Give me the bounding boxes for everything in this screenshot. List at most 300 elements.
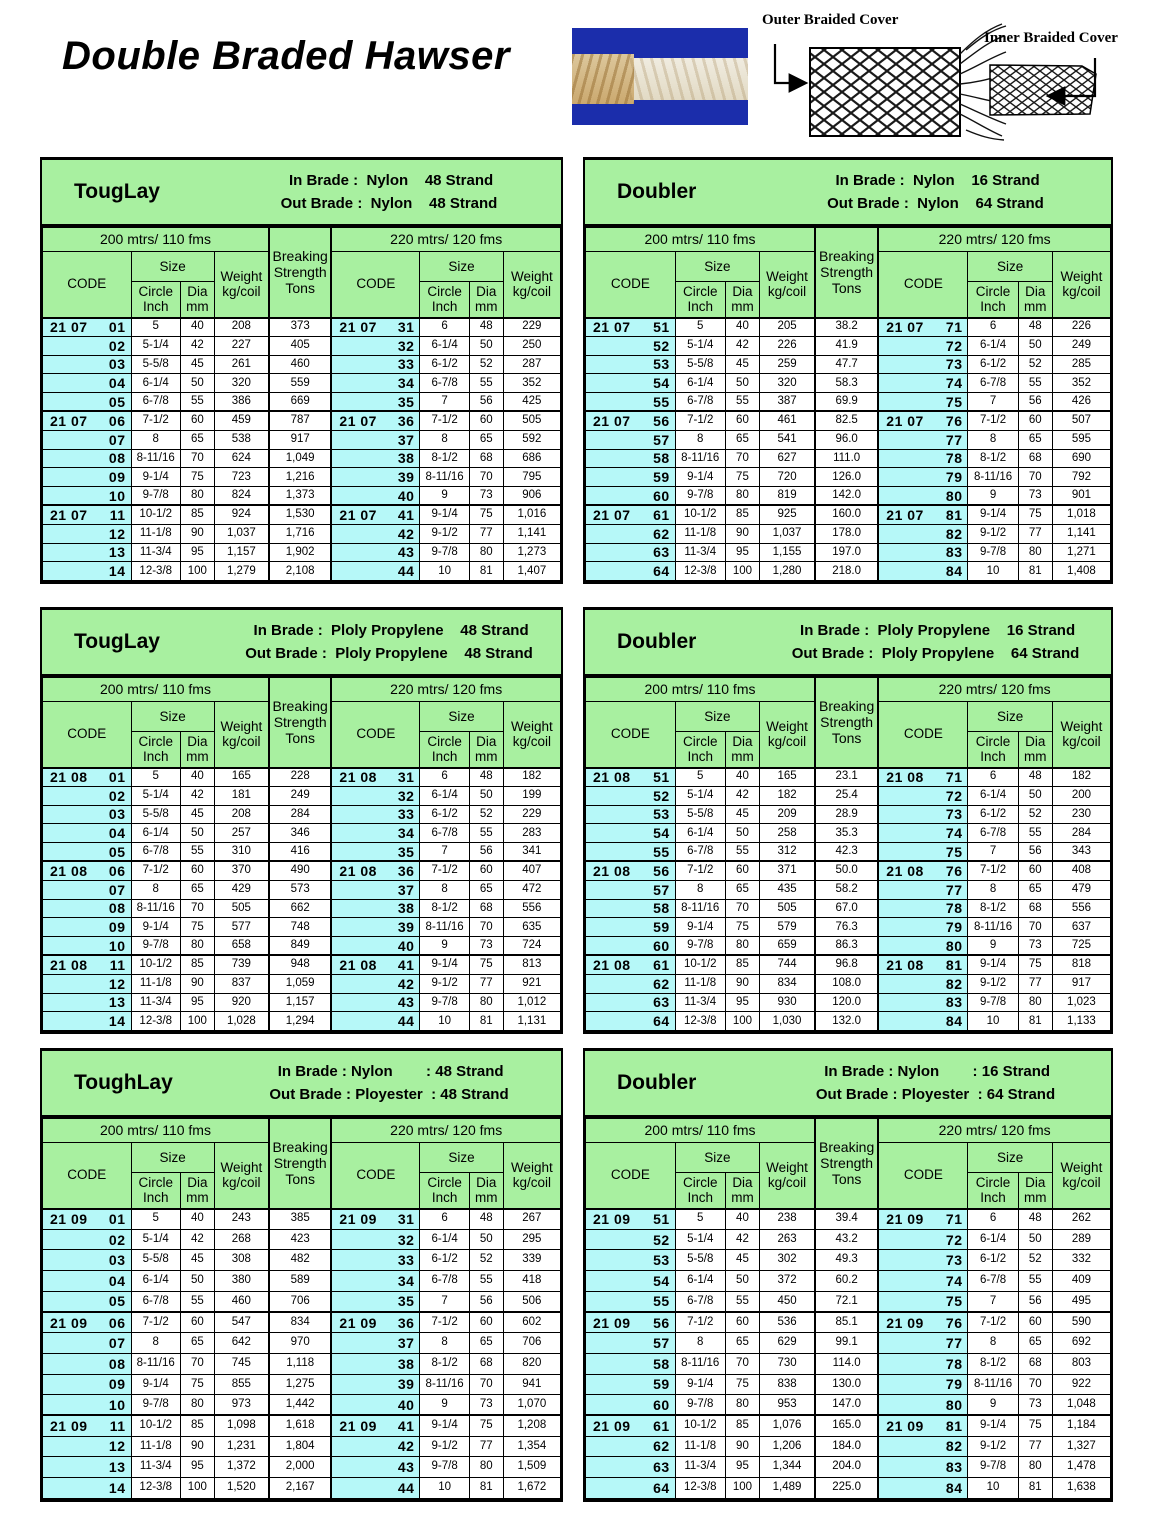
- circle-inch-cell: 9-7/8: [968, 543, 1018, 562]
- dia-mm-cell: 77: [1018, 524, 1052, 543]
- dia-mm-cell: 75: [725, 918, 759, 937]
- weight-cell: 285: [1052, 355, 1110, 374]
- dia-mm-cell: 50: [180, 1271, 214, 1292]
- table-row: [43, 543, 561, 562]
- code-prefix: 21 09: [886, 1417, 924, 1434]
- dia-mm-cell: 85: [180, 505, 214, 524]
- table-row: [586, 899, 1111, 918]
- code-header: CODE: [331, 702, 420, 768]
- dia-mm-cell: 70: [469, 918, 503, 937]
- weight-cell: 320: [214, 374, 269, 393]
- code-prefix: 21 08: [593, 863, 631, 880]
- code-suffix: 41: [397, 1417, 415, 1434]
- weight-cell: 205: [760, 318, 815, 337]
- spec-grid: [42, 677, 561, 1031]
- weight-cell: 409: [1052, 1271, 1110, 1292]
- weight-cell: 506: [503, 1291, 560, 1312]
- dia-mm-cell: 90: [180, 974, 214, 993]
- dia-mm-cell: 60: [180, 861, 214, 880]
- weight-cell: 461: [760, 411, 815, 430]
- circle-inch-cell: 8-1/2: [968, 449, 1018, 468]
- code-suffix: 75: [945, 843, 963, 860]
- breaking-strength-cell: 482: [269, 1250, 331, 1271]
- code-suffix: 04: [108, 375, 126, 392]
- weight-cell: 1,344: [760, 1457, 815, 1478]
- code-suffix: 62: [653, 525, 670, 542]
- code-prefix: 21 09: [339, 1211, 377, 1228]
- weight-cell: 795: [503, 468, 560, 487]
- weight-header: Weight kg/coil: [760, 702, 815, 768]
- table-row: [586, 1312, 1111, 1333]
- code-suffix: 06: [108, 413, 126, 430]
- code-cell: [878, 955, 968, 974]
- out-brade-line: Out Brade : Ployester : 48 Strand: [269, 1086, 509, 1103]
- code-cell: [878, 449, 968, 468]
- weight-cell: 855: [214, 1374, 269, 1395]
- circle-inch-cell: 7: [968, 843, 1018, 862]
- code-prefix: 21 08: [593, 957, 631, 974]
- code-suffix: 07: [108, 881, 126, 898]
- weight-cell: 495: [1052, 1291, 1110, 1312]
- size-header: Size: [968, 1143, 1052, 1173]
- dia-mm-cell: 70: [725, 449, 759, 468]
- circle-inch-cell: 8: [968, 880, 1018, 899]
- code-prefix: 21 08: [339, 957, 377, 974]
- circle-inch-cell: 5-5/8: [675, 355, 725, 374]
- code-cell: [586, 768, 676, 787]
- weight-cell: 724: [503, 937, 560, 956]
- breaking-strength-cell: 1,804: [269, 1436, 331, 1457]
- breaking-strength-cell: 72.1: [815, 1291, 878, 1312]
- circle-inch-cell: 6-1/2: [968, 355, 1018, 374]
- code-prefix: 21 08: [50, 863, 88, 880]
- table-title-band: [42, 160, 561, 227]
- code-cell: [331, 1477, 420, 1498]
- code-cell: [331, 918, 420, 937]
- product-name: Doubler: [617, 630, 697, 653]
- span-220-header: 220 mtrs/ 120 fms: [878, 678, 1110, 702]
- code-cell: [43, 1312, 132, 1333]
- span-200-header: 200 mtrs/ 110 fms: [586, 678, 815, 702]
- weight-cell: 505: [760, 899, 815, 918]
- table-row: [586, 843, 1111, 862]
- code-cell: [586, 899, 676, 918]
- breaking-strength-cell: 917: [269, 430, 331, 449]
- code-suffix: 02: [108, 787, 126, 804]
- dia-mm-cell: 48: [1018, 768, 1052, 787]
- spec-table-touglay-nylon: [40, 157, 563, 584]
- code-header: CODE: [331, 1143, 420, 1209]
- table-row: [43, 562, 561, 581]
- table-row: [43, 805, 561, 824]
- product-name: Doubler: [617, 1071, 697, 1094]
- out-brade-line: Out Brade : Ployester : 64 Strand: [815, 1086, 1056, 1103]
- code-cell: [331, 899, 420, 918]
- outer-braided-cover-label: Outer Braided Cover: [762, 12, 899, 28]
- code-cell: [878, 1271, 968, 1292]
- code-cell: [331, 336, 420, 355]
- weight-cell: 284: [1052, 824, 1110, 843]
- code-suffix: 75: [945, 393, 963, 410]
- weight-cell: 824: [214, 487, 269, 506]
- circle-inch-cell: 8: [675, 1333, 725, 1354]
- weight-cell: 332: [1052, 1250, 1110, 1271]
- code-prefix: 21 07: [339, 319, 377, 336]
- code-cell: [331, 1271, 420, 1292]
- code-cell: [43, 1250, 132, 1271]
- weight-cell: 1,509: [503, 1457, 560, 1478]
- dia-mm-cell: 52: [1018, 1250, 1052, 1271]
- weight-cell: 820: [503, 1353, 560, 1374]
- code-cell: [586, 430, 676, 449]
- code-suffix: 35: [397, 843, 415, 860]
- code-prefix: 21 09: [886, 1211, 924, 1228]
- code-cell: [331, 318, 420, 337]
- circle-inch-cell: 8: [968, 430, 1018, 449]
- code-suffix: 82: [945, 975, 963, 992]
- weight-header: Weight kg/coil: [760, 252, 815, 318]
- breaking-strength-cell: 96.8: [815, 955, 878, 974]
- dia-mm-header: Dia mm: [725, 1173, 759, 1209]
- weight-cell: 1,070: [503, 1395, 560, 1416]
- code-suffix: 79: [945, 469, 963, 486]
- dia-mm-cell: 60: [725, 411, 759, 430]
- dia-mm-cell: 55: [180, 393, 214, 412]
- breaking-strength-cell: 132.0: [815, 1012, 878, 1031]
- span-200-header: 200 mtrs/ 110 fms: [586, 1119, 815, 1143]
- code-cell: [331, 937, 420, 956]
- weight-cell: 692: [1052, 1333, 1110, 1354]
- circle-inch-cell: 6-1/4: [420, 1229, 469, 1250]
- circle-inch-cell: 10-1/2: [675, 955, 725, 974]
- breaking-strength-cell: 218.0: [815, 562, 878, 581]
- code-suffix: 33: [397, 1252, 415, 1269]
- code-cell: [878, 937, 968, 956]
- breaking-strength-cell: 86.3: [815, 937, 878, 956]
- code-suffix: 32: [397, 787, 415, 804]
- dia-mm-cell: 80: [725, 487, 759, 506]
- dia-mm-cell: 70: [1018, 1374, 1052, 1395]
- code-cell: [43, 562, 132, 581]
- code-suffix: 35: [397, 393, 415, 410]
- code-cell: [586, 468, 676, 487]
- dia-mm-header: Dia mm: [469, 282, 503, 318]
- dia-mm-cell: 95: [180, 993, 214, 1012]
- breaking-strength-cell: 35.3: [815, 824, 878, 843]
- code-suffix: 61: [653, 957, 670, 974]
- code-cell: [586, 1291, 676, 1312]
- code-cell: [43, 1436, 132, 1457]
- code-cell: [586, 1250, 676, 1271]
- dia-mm-cell: 75: [725, 1374, 759, 1395]
- weight-cell: 1,023: [1052, 993, 1110, 1012]
- code-suffix: 71: [945, 1211, 963, 1228]
- code-prefix: 21 07: [593, 413, 631, 430]
- code-cell: [878, 1250, 968, 1271]
- weight-header: Weight kg/coil: [503, 702, 560, 768]
- table-row: [43, 824, 561, 843]
- code-suffix: 13: [108, 544, 126, 561]
- product-name: TougLay: [74, 630, 160, 653]
- code-suffix: 71: [945, 319, 963, 336]
- dia-mm-cell: 70: [180, 449, 214, 468]
- weight-cell: 425: [503, 393, 560, 412]
- inner-braided-cover-label: Inner Braided Cover: [984, 30, 1118, 46]
- dia-mm-cell: 55: [1018, 374, 1052, 393]
- circle-inch-cell: 9-1/4: [675, 1374, 725, 1395]
- circle-inch-cell: 11-1/8: [131, 524, 180, 543]
- dia-mm-cell: 90: [180, 524, 214, 543]
- code-suffix: 77: [945, 431, 963, 448]
- weight-cell: 723: [214, 468, 269, 487]
- weight-cell: 720: [760, 468, 815, 487]
- code-suffix: 60: [653, 937, 670, 954]
- dia-mm-cell: 65: [1018, 1333, 1052, 1354]
- table-row: [586, 1209, 1111, 1230]
- dia-mm-header: Dia mm: [180, 282, 214, 318]
- table-row: [586, 1477, 1111, 1498]
- code-suffix: 08: [108, 1355, 126, 1372]
- code-cell: [586, 786, 676, 805]
- weight-cell: 257: [214, 824, 269, 843]
- code-cell: [586, 937, 676, 956]
- table-row: [586, 562, 1111, 581]
- circle-inch-cell: 6: [968, 768, 1018, 787]
- code-prefix: 21 07: [50, 413, 88, 430]
- table-row: [586, 1229, 1111, 1250]
- table-row: [43, 1271, 561, 1292]
- weight-cell: 659: [760, 937, 815, 956]
- breaking-strength-cell: 1,049: [269, 449, 331, 468]
- code-cell: [43, 768, 132, 787]
- code-suffix: 58: [653, 1355, 670, 1372]
- code-cell: [586, 1012, 676, 1031]
- code-suffix: 06: [108, 863, 126, 880]
- code-cell: [43, 468, 132, 487]
- breaking-strength-cell: 834: [269, 1312, 331, 1333]
- circle-inch-cell: 6-7/8: [131, 1291, 180, 1312]
- code-suffix: 36: [397, 413, 415, 430]
- dia-mm-cell: 75: [180, 918, 214, 937]
- code-suffix: 14: [108, 1013, 126, 1030]
- code-suffix: 41: [397, 507, 415, 524]
- code-prefix: 21 07: [50, 507, 88, 524]
- code-suffix: 34: [397, 825, 415, 842]
- size-header: Size: [131, 252, 214, 282]
- breaking-strength-cell: 460: [269, 355, 331, 374]
- breaking-strength-cell: 1,902: [269, 543, 331, 562]
- code-suffix: 61: [653, 1417, 670, 1434]
- table-row: [586, 1415, 1111, 1436]
- code-suffix: 72: [945, 337, 963, 354]
- code-header: CODE: [878, 1143, 968, 1209]
- circle-inch-cell: 5-5/8: [131, 805, 180, 824]
- breaking-strength-cell: 147.0: [815, 1395, 878, 1416]
- dia-mm-cell: 60: [725, 1312, 759, 1333]
- dia-mm-cell: 90: [725, 524, 759, 543]
- code-suffix: 31: [397, 319, 415, 336]
- code-suffix: 74: [945, 1272, 963, 1289]
- code-suffix: 39: [397, 1376, 415, 1393]
- in-brade-line: In Brade : Ploly Propylene 48 Strand: [245, 621, 529, 639]
- dia-mm-header: Dia mm: [180, 1173, 214, 1209]
- dia-mm-header: Dia mm: [1018, 282, 1052, 318]
- table-row: [43, 937, 561, 956]
- table-row: [43, 918, 561, 937]
- circle-inch-cell: 5-1/4: [675, 1229, 725, 1250]
- code-cell: [331, 1415, 420, 1436]
- table-row: [43, 524, 561, 543]
- code-cell: [586, 843, 676, 862]
- dia-mm-cell: 75: [469, 955, 503, 974]
- dia-mm-cell: 70: [725, 899, 759, 918]
- table-row: [43, 1415, 561, 1436]
- table-row: [43, 899, 561, 918]
- dia-mm-cell: 77: [1018, 1436, 1052, 1457]
- dia-mm-cell: 65: [469, 880, 503, 899]
- circle-inch-cell: 9: [968, 487, 1018, 506]
- table-row: [586, 786, 1111, 805]
- weight-cell: 243: [214, 1209, 269, 1230]
- circle-inch-cell: 9: [968, 1395, 1018, 1416]
- code-cell: [331, 805, 420, 824]
- circle-inch-cell: 9-1/4: [131, 918, 180, 937]
- weight-cell: 541: [760, 430, 815, 449]
- code-cell: [878, 993, 968, 1012]
- circle-inch-cell: 6-1/2: [968, 1250, 1018, 1271]
- dia-mm-cell: 100: [725, 562, 759, 581]
- dia-mm-cell: 56: [1018, 393, 1052, 412]
- circle-inch-cell: 5-1/4: [131, 786, 180, 805]
- table-row: [586, 1374, 1111, 1395]
- dia-mm-cell: 52: [469, 805, 503, 824]
- dia-mm-header: Dia mm: [725, 732, 759, 768]
- breaking-strength-cell: 1,442: [269, 1395, 331, 1416]
- dia-mm-header: Dia mm: [1018, 1173, 1052, 1209]
- code-suffix: 07: [108, 1334, 126, 1351]
- code-suffix: 51: [653, 319, 670, 336]
- code-prefix: 21 09: [339, 1417, 377, 1434]
- circle-inch-cell: 9: [420, 937, 469, 956]
- breaking-strength-cell: 204.0: [815, 1457, 878, 1478]
- dia-mm-cell: 70: [469, 468, 503, 487]
- circle-inch-cell: 6-1/4: [420, 336, 469, 355]
- code-cell: [586, 955, 676, 974]
- circle-inch-cell: 9-7/8: [675, 937, 725, 956]
- breaking-strength-cell: 662: [269, 899, 331, 918]
- code-suffix: 78: [945, 450, 963, 467]
- code-suffix: 64: [653, 1013, 670, 1030]
- weight-cell: 1,141: [1052, 524, 1110, 543]
- weight-cell: 1,327: [1052, 1436, 1110, 1457]
- circle-inch-cell: 6: [420, 768, 469, 787]
- dia-mm-header: Dia mm: [469, 732, 503, 768]
- breaking-strength-cell: 197.0: [815, 543, 878, 562]
- code-suffix: 34: [397, 1272, 415, 1289]
- table-row: [43, 1333, 561, 1354]
- dia-mm-cell: 68: [469, 1353, 503, 1374]
- circle-inch-cell: 7-1/2: [968, 1312, 1018, 1333]
- table-row: [43, 449, 561, 468]
- dia-mm-cell: 75: [180, 1374, 214, 1395]
- weight-cell: 1,638: [1052, 1477, 1110, 1498]
- code-prefix: 21 08: [50, 769, 88, 786]
- dia-mm-cell: 95: [180, 1457, 214, 1478]
- code-suffix: 51: [653, 769, 670, 786]
- table-row: [43, 487, 561, 506]
- circle-inch-header: Circle Inch: [968, 1173, 1018, 1209]
- code-suffix: 62: [653, 1438, 670, 1455]
- dia-mm-cell: 81: [1018, 1477, 1052, 1498]
- circle-inch-cell: 9-1/2: [420, 1436, 469, 1457]
- dia-mm-cell: 45: [725, 355, 759, 374]
- code-prefix: 21 07: [593, 507, 631, 524]
- circle-inch-cell: 7: [968, 1291, 1018, 1312]
- table-row: [586, 805, 1111, 824]
- weight-cell: 1,279: [214, 562, 269, 581]
- circle-inch-cell: 6-1/4: [675, 824, 725, 843]
- code-suffix: 43: [397, 994, 415, 1011]
- size-header: Size: [675, 1143, 759, 1173]
- circle-inch-header: Circle Inch: [420, 1173, 469, 1209]
- table-row: [43, 768, 561, 787]
- breaking-strength-cell: 1,294: [269, 1012, 331, 1031]
- breaking-strength-header: Breaking Strength Tons: [815, 228, 878, 318]
- weight-cell: 1,037: [760, 524, 815, 543]
- code-cell: [43, 411, 132, 430]
- circle-inch-header: Circle Inch: [675, 1173, 725, 1209]
- code-cell: [331, 1250, 420, 1271]
- dia-mm-cell: 81: [469, 1012, 503, 1031]
- code-cell: [331, 543, 420, 562]
- code-cell: [43, 1395, 132, 1416]
- code-cell: [43, 786, 132, 805]
- code-suffix: 52: [653, 787, 670, 804]
- code-cell: [586, 355, 676, 374]
- circle-inch-cell: 10: [968, 1012, 1018, 1031]
- weight-cell: 590: [1052, 1312, 1110, 1333]
- dia-mm-cell: 60: [180, 1312, 214, 1333]
- table-row: [586, 543, 1111, 562]
- dia-mm-cell: 40: [180, 1209, 214, 1230]
- weight-cell: 924: [214, 505, 269, 524]
- code-cell: [43, 805, 132, 824]
- circle-inch-cell: 9-7/8: [420, 543, 469, 562]
- dia-mm-cell: 60: [725, 861, 759, 880]
- weight-cell: 1,131: [503, 1012, 560, 1031]
- code-cell: [331, 393, 420, 412]
- code-suffix: 57: [653, 881, 670, 898]
- weight-cell: 426: [1052, 393, 1110, 412]
- code-suffix: 74: [945, 375, 963, 392]
- breaking-strength-cell: 58.2: [815, 880, 878, 899]
- breaking-strength-cell: 28.9: [815, 805, 878, 824]
- code-cell: [331, 1291, 420, 1312]
- circle-inch-cell: 8: [675, 880, 725, 899]
- circle-inch-cell: 9-1/4: [420, 955, 469, 974]
- code-suffix: 72: [945, 787, 963, 804]
- circle-inch-cell: 11-1/8: [675, 1436, 725, 1457]
- table-row: [586, 937, 1111, 956]
- code-prefix: 21 07: [886, 413, 924, 430]
- code-cell: [586, 1374, 676, 1395]
- circle-inch-cell: 6-1/4: [131, 824, 180, 843]
- breaking-strength-cell: 50.0: [815, 861, 878, 880]
- circle-inch-cell: 9-7/8: [131, 487, 180, 506]
- code-suffix: 44: [397, 1479, 415, 1496]
- size-header: Size: [420, 702, 503, 732]
- circle-inch-cell: 12-3/8: [131, 562, 180, 581]
